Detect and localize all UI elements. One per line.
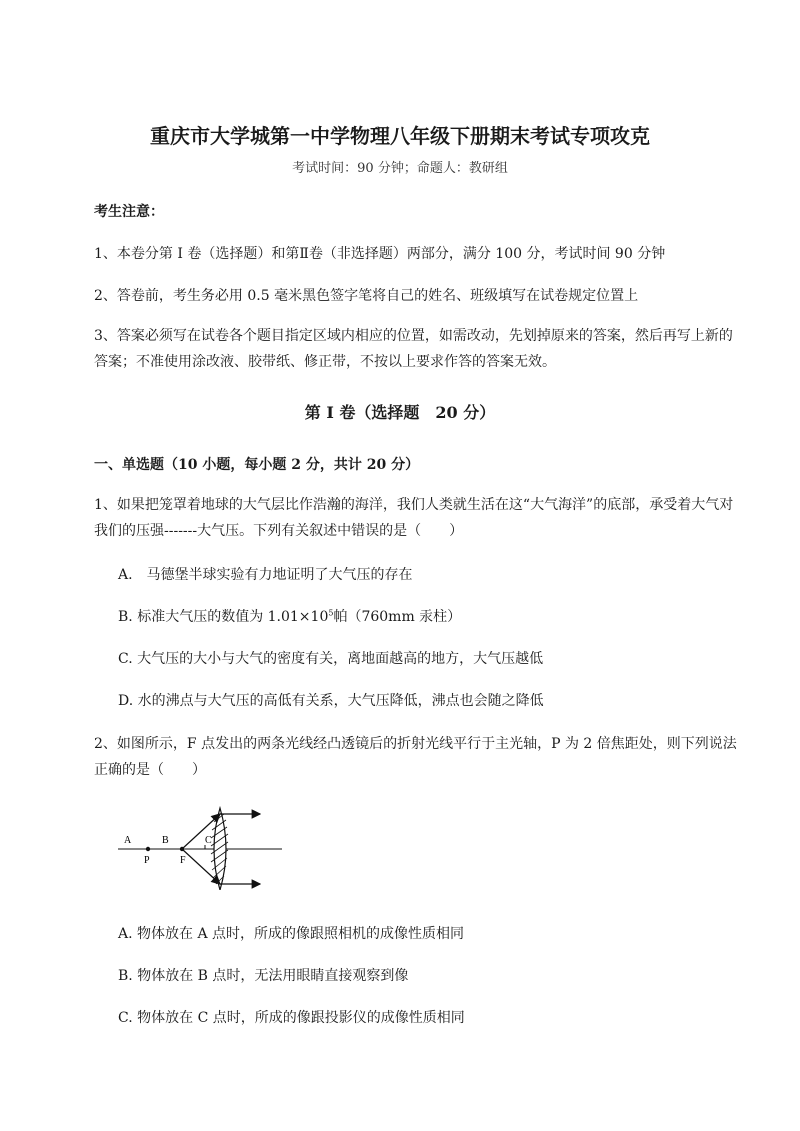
part-heading: 一、单选题（10 小题，每小题 2 分，共计 20 分） [94, 457, 420, 473]
notice-item-1: 1、本卷分第 I 卷（选择题）和第Ⅱ卷（非选择题）两部分，满分 100 分，考试时间 90 分钟 [94, 246, 666, 262]
label-b: B [162, 835, 169, 846]
point-f-dot [180, 847, 184, 851]
exam-subtitle: 考试时间：90 分钟；命题人：教研组 [292, 161, 508, 176]
convex-lens-figure [110, 800, 290, 890]
notice-heading: 考生注意： [94, 204, 164, 220]
notice-item-3: 3、答案必须写在试卷各个题目指定区域内相应的位置，如需改动，先划掉原来的答案，然后再写上新的答案；不准使用涂改液、胶带纸、修正带，不按以上要求作答的答案无效。 [94, 328, 733, 370]
question-1-option-c: C. 大气压的大小与大气的密度有关，离地面越高的地方，大气压越低 [118, 651, 544, 667]
question-2-option-a: A. 物体放在 A 点时，所成的像跟照相机的成像性质相同 [118, 926, 465, 942]
exam-title: 重庆市大学城第一中学物理八年级下册期末考试专项攻克 [150, 124, 650, 148]
question-1-stem: 1、如果把笼罩着地球的大气层比作浩瀚的海洋，我们人类就生活在这“大气海洋”的底部，承受着大气对我们的压强-------大气压。下列有关叙述中错误的是（ ） [94, 497, 734, 539]
question-1-option-d: D. 水的沸点与大气压的高低有关系，大气压降低，沸点也会随之降低 [118, 693, 544, 709]
point-p-dot [146, 847, 150, 851]
question-1-option-b: B. 标准大气压的数值为 $1.01\times 10^5$帕（760mm 汞柱） [118, 608, 462, 625]
question-2-stem: 2、如图所示，F 点发出的两条光线经凸透镜后的折射光线平行于主光轴，P 为 2 倍焦距处，则下列说法正确的是（ ） [94, 736, 737, 778]
label-a: A [124, 835, 132, 846]
notice-item-2: 2、答卷前，考生务必用 0.5 毫米黑色签字笔将自己的姓名、班级填写在试卷规定位置上 [94, 288, 639, 304]
question-2-option-c: C. 物体放在 C 点时，所成的像跟投影仪的成像性质相同 [118, 1010, 465, 1026]
section-title: 第 I 卷（选择题 20 分） [304, 403, 496, 422]
question-1-option-a: A. 马德堡半球实验有力地证明了大气压的存在 [118, 567, 413, 583]
question-2-option-b: B. 物体放在 B 点时，无法用眼睛直接观察到像 [118, 968, 409, 984]
label-f: F [180, 855, 186, 866]
exponent: 5 [328, 608, 334, 618]
label-c: C [205, 835, 212, 846]
label-p: P [144, 855, 150, 866]
